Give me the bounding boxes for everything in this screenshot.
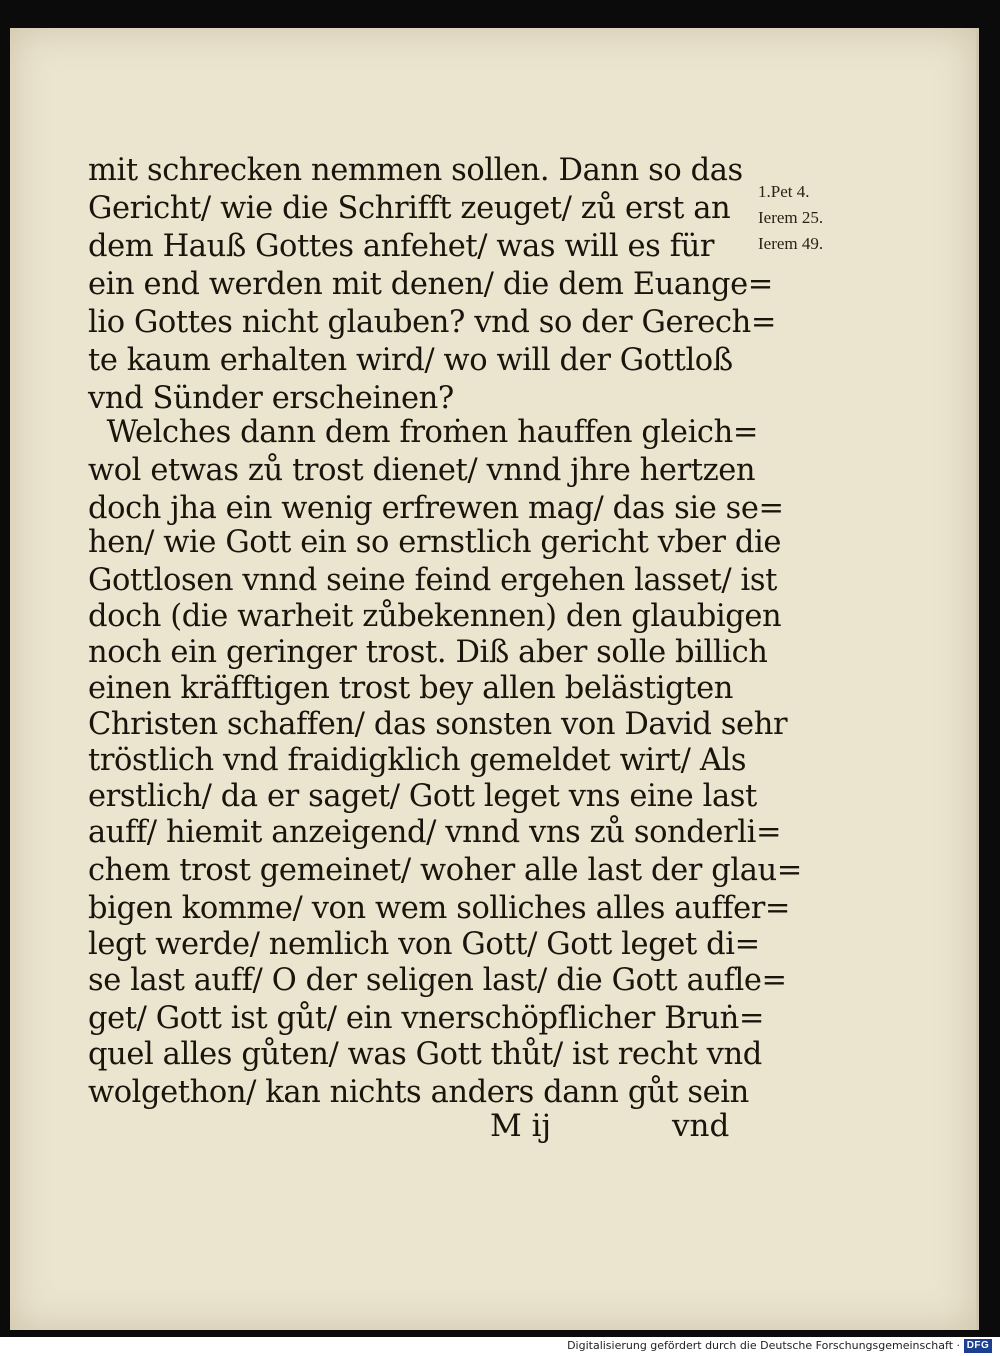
text-line: legt werde/ nemlich von Gott/ Gott leget di=	[88, 927, 760, 962]
signature-mark: M ij	[490, 1108, 552, 1144]
text-line: Gottlosen vnnd seine feind ergehen lasset/ ist	[88, 563, 777, 598]
text-line: noch ein geringer trost. Diß aber solle billich	[88, 635, 768, 670]
footer-bar	[0, 1337, 1000, 1356]
text-line: mit schrecken nemmen sollen. Dann so das	[88, 153, 743, 188]
text-line: te kaum erhalten wird/ wo will der Gottloß	[88, 343, 733, 378]
text-line: lio Gottes nicht glauben? vnd so der Gerech=	[88, 305, 777, 340]
text-line: wolgethon/ kan nichts anders dann gůt sein	[88, 1075, 749, 1110]
footer-credit: Digitalisierung gefördert durch die Deutsche Forschungsgemeinschaft ·	[567, 1339, 960, 1352]
dfg-logo: DFG	[964, 1339, 992, 1353]
margin-note: Ierem 49.	[758, 234, 824, 253]
text-line: vnd Sünder erscheinen?	[88, 381, 454, 416]
text-line: chem trost gemeinet/ woher alle last der glau=	[88, 853, 802, 888]
text-line: tröstlich vnd fraidigklich gemeldet wirt/ Als	[88, 743, 747, 778]
text-line: bigen komme/ von wem solliches alles auffer=	[88, 891, 791, 926]
margin-note: 1.Pet 4.	[758, 182, 810, 201]
text-line: Welches dann dem froṁen hauffen gleich=	[88, 415, 758, 450]
text-line: se last auff/ O der seligen last/ die Gott aufle=	[88, 963, 787, 998]
text-line: quel alles gůten/ was Gott thůt/ ist recht vnd	[88, 1037, 762, 1072]
text-line: hen/ wie Gott ein so ernstlich gericht vber die	[88, 525, 782, 560]
text-line: auff/ hiemit anzeigend/ vnnd vns zů sonderli=	[88, 815, 782, 850]
text-line: Christen schaffen/ das sonsten von David sehr	[88, 707, 788, 742]
catchword: vnd	[672, 1108, 730, 1144]
margin-note: Ierem 25.	[758, 208, 824, 227]
text-line: get/ Gott ist gůt/ ein vnerschöpflicher Bruṅ=	[88, 1001, 765, 1036]
text-line: wol etwas zů trost dienet/ vnnd jhre hertzen	[88, 453, 756, 488]
text-line: einen kräfftigen trost bey allen belästigten	[88, 671, 734, 706]
text-line: ein end werden mit denen/ die dem Euange=	[88, 267, 773, 302]
page-edge	[976, 28, 979, 1330]
text-line: doch (die warheit zůbekennen) den glaubigen	[88, 599, 782, 634]
text-line: dem Hauß Gottes anfehet/ was will es für	[88, 229, 715, 264]
text-line: doch jha ein wenig erfrewen mag/ das sie se=	[88, 491, 784, 526]
text-line: erstlich/ da er saget/ Gott leget vns eine last	[88, 779, 757, 814]
text-line: Gericht/ wie die Schrifft zeuget/ zů erst an	[88, 191, 731, 226]
